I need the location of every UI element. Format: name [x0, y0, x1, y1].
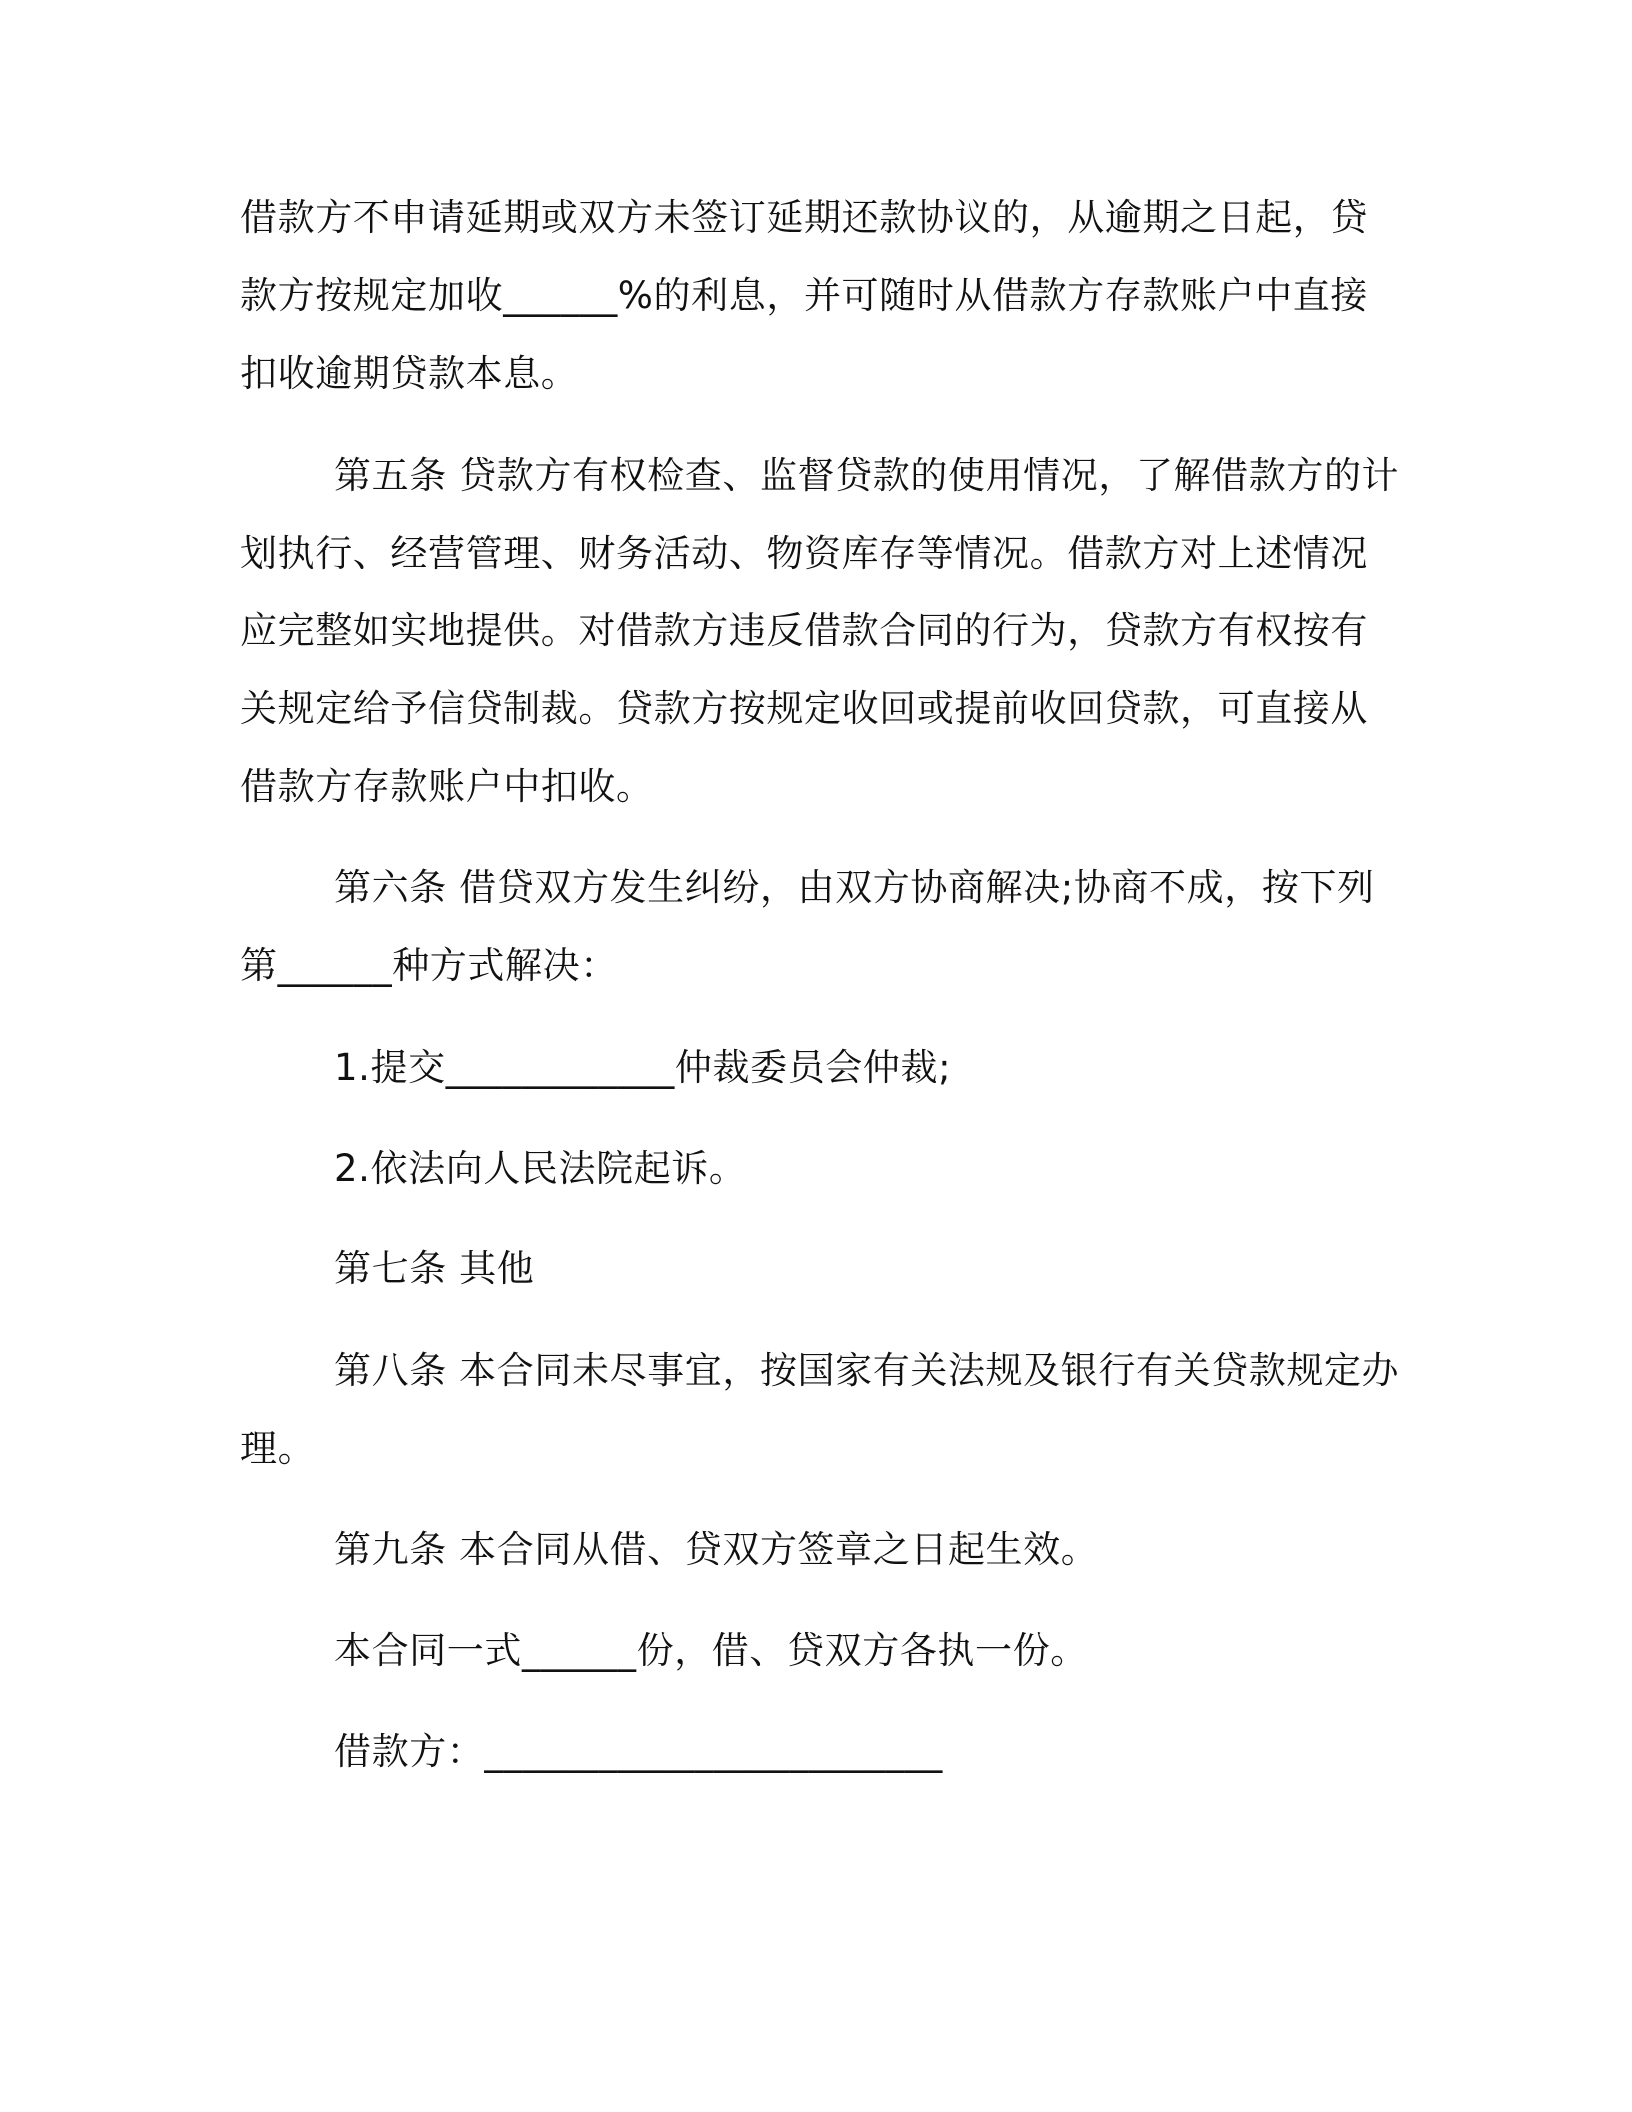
article-9-heading-line: 第九条 本合同从借、贷双方签章之日起生效。: [334, 1528, 1099, 1571]
text-line: 扣收逾期贷款本息。: [240, 352, 579, 395]
text-line: 款方按规定加收______%的利息，并可随时从借款方存款账户中直接: [240, 274, 1368, 317]
text-line: 借款方不申请延期或双方未签订延期还款协议的，从逾期之日起，贷: [240, 196, 1368, 239]
article-7-heading-line: 第七条 其他: [334, 1247, 535, 1290]
list-item-2: 2.依法向人民法院起诉。: [334, 1147, 747, 1190]
text-line: 借款方存款账户中扣收。: [240, 765, 654, 808]
text-line: 第______种方式解决：: [240, 944, 618, 987]
borrower-signature-line: 借款方：________________________: [334, 1730, 943, 1773]
list-item-1: 1.提交____________仲裁委员会仲裁;: [334, 1046, 952, 1089]
text-line: 关规定给予信贷制裁。贷款方按规定收回或提前收回贷款，可直接从: [240, 687, 1368, 730]
article-6-heading-line: 第六条 借贷双方发生纠纷，由双方协商解决;协商不成，按下列: [334, 866, 1375, 909]
text-line: 应完整如实地提供。对借款方违反借款合同的行为，贷款方有权按有: [240, 609, 1368, 652]
text-line: 理。: [240, 1427, 316, 1470]
article-8-heading-line: 第八条 本合同未尽事宜，按国家有关法规及银行有关贷款规定办: [334, 1349, 1400, 1392]
text-line: 划执行、经营管理、财务活动、物资库存等情况。借款方对上述情况: [240, 532, 1368, 575]
article-5-heading-line: 第五条 贷款方有权检查、监督贷款的使用情况，了解借款方的计: [334, 454, 1400, 497]
copies-clause-line: 本合同一式______份，借、贷双方各执一份。: [334, 1629, 1088, 1672]
